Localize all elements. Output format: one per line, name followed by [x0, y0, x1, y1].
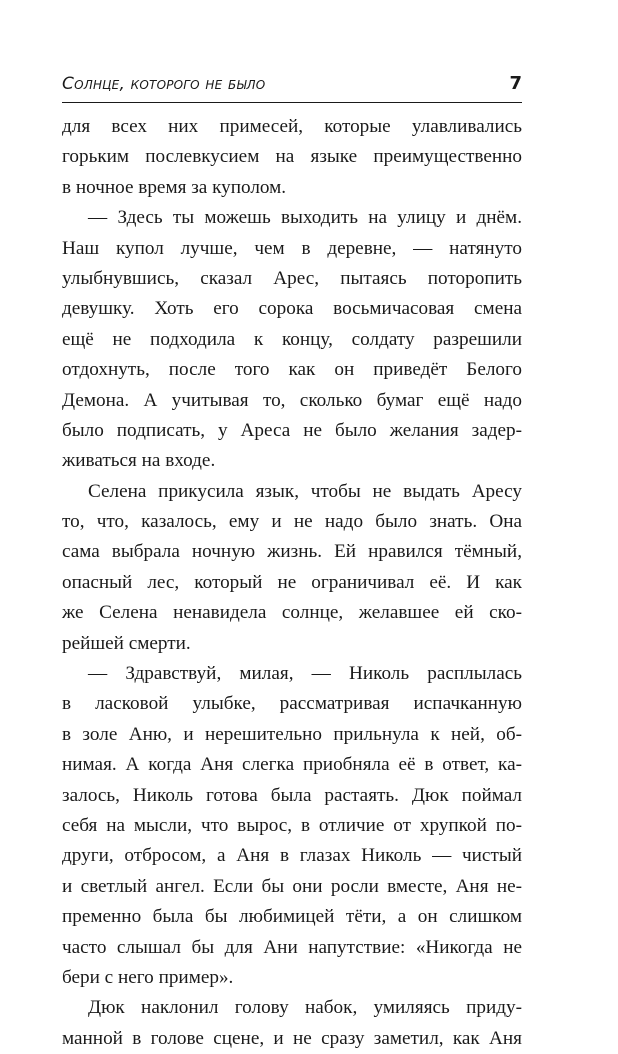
text-line: было подписать, у Ареса не было желания задер-	[62, 419, 522, 441]
running-head	[62, 72, 522, 103]
text-line: живаться на входе.	[62, 450, 216, 472]
text-line: — Здесь ты можешь выходить на улицу и днём.	[88, 207, 522, 229]
text-line: в ласковой улыбке, рассматривая испачканную	[62, 693, 522, 715]
text-line: в ночное время за куполом.	[62, 176, 287, 198]
text-line: нимая. А когда Аня слегка приобняла её в ответ, ка-	[62, 754, 522, 776]
text-line: — Здравствуй, милая, — Николь расплылась	[88, 663, 522, 685]
page-number: 7	[509, 73, 522, 94]
text-line: девушку. Хоть его сорока восьмичасовая смена	[62, 298, 522, 320]
text-line: пременно была бы любимицей тёти, а он слишком	[62, 906, 522, 928]
text-line: улыбнувшись, сказал Арес, пытаясь поторопить	[62, 267, 522, 289]
text-line: опасный лес, который не ограничивал её. И как	[62, 571, 522, 593]
text-line: отдохнуть, после того как он приведёт Белого	[62, 359, 522, 381]
text-line: Селена прикусила язык, чтобы не выдать Аресу	[88, 480, 522, 502]
text-line: часто слышал бы для Ани напутствие: «Никогда не	[62, 936, 522, 958]
text-line: бери с него пример».	[62, 966, 234, 988]
running-title: Солнце, которого не было	[62, 74, 266, 94]
text-line: же Селена ненавидела солнце, желавшее ей ско-	[62, 602, 522, 624]
text-line: в золе Аню, и нерешительно прильнула к ней, об-	[62, 723, 522, 745]
text-line: залось, Николь готова была растаять. Дюк поймал	[62, 784, 522, 806]
text-line: рейшей смерти.	[62, 632, 191, 654]
text-line: ещё не подходила к концу, солдату разрешили	[62, 328, 522, 350]
text-line: для всех них примесей, которые улавливались	[62, 116, 522, 137]
text-line: Демона. А учитывая то, сколько бумаг ещё надо	[62, 389, 522, 411]
text-line: и светлый ангел. Если бы они росли вместе, Аня не-	[62, 875, 522, 897]
text-line: сама выбрала ночную жизнь. Ей нравился тёмный,	[62, 541, 522, 563]
text-line: Наш купол лучше, чем в деревне, — натянуто	[62, 237, 522, 259]
text-line: Дюк наклонил голову набок, умиляясь приду-	[88, 997, 522, 1019]
text-line: то, что, казалось, ему и не надо было знать. Она	[62, 511, 522, 533]
text-line: себя на мысли, что вырос, в отличие от хрупкой по-	[62, 814, 522, 836]
body-text	[62, 112, 522, 1054]
text-line: манной в голове сцене, и не сразу заметил, как Аня	[62, 1027, 522, 1049]
text-line: други, отбросом, а Аня в глазах Николь — чистый	[62, 845, 522, 867]
text-line: горьким послевкусием на языке преимущественно	[62, 146, 522, 168]
